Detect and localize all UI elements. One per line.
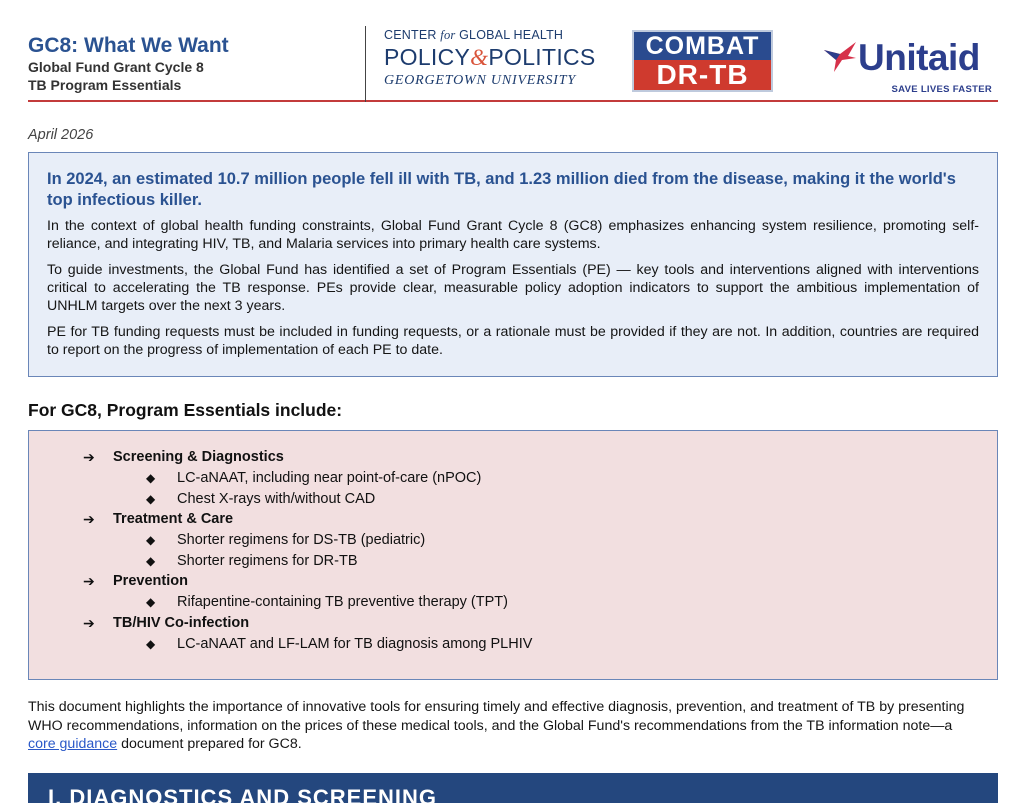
header-divider: [365, 26, 366, 102]
intro-paragraph: In the context of global health funding constraints, Global Fund Grant Cycle 8 (GC8) emphasizes enhancing system resilience, promoting self-reliance, and integrating HIV, TB, and Malaria services into primary health care systems.: [47, 218, 979, 252]
pe-item: [83, 634, 997, 655]
pe-item: [83, 592, 997, 613]
pe-category-label: Prevention: [113, 573, 188, 589]
intro-paragraph: PE for TB funding requests must be included in funding requests, or a rationale must be provided if they are not. In addition, countries are required to report on the progress of implementation of each PE to date.: [47, 324, 979, 358]
intro-paragraph: To guide investments, the Global Fund has identified a set of Program Essentials (PE) — key tools and interventions aligned with interventions critical to accelerating the TB response. PEs provide clear, measurable policy adoption indicators to support the ambitious implementation of UNHLM targets over the next 3 years.: [47, 262, 979, 314]
diamond-bullet-icon: ◆: [146, 553, 156, 568]
pe-category: [83, 571, 997, 592]
intro-box: [28, 152, 998, 377]
pe-item-label: LC-aNAAT, including near point-of-care (nPOC): [177, 470, 482, 486]
unitaid-tagline: SAVE LIVES FASTER: [891, 84, 992, 95]
combat-drtb-logo: [632, 30, 773, 92]
diamond-bullet-icon: ◆: [146, 491, 156, 506]
arrow-right-icon: ➔: [83, 573, 95, 589]
diamond-bullet-icon: ◆: [146, 533, 156, 547]
unitaid-name: Unitaid: [858, 37, 980, 78]
pe-item: [83, 489, 997, 510]
pe-item: [83, 551, 997, 572]
summary-text-before: This document highlights the importance of innovative tools for ensuring timely and effective diagnosis, prevention, and treatment of TB by presenting WHO recommendations, information on the prices of these medical tools, and the Global Fund's recommendations from the TB information note—a: [28, 699, 965, 734]
combat-logo-top: COMBAT: [634, 32, 771, 60]
diamond-bullet-icon: ◆: [146, 636, 156, 651]
document-subtitle-cycle: Global Fund Grant Cycle 8: [28, 59, 204, 75]
section-header-label: I. DIAGNOSTICS AND SCREENING: [48, 785, 437, 810]
pe-category: [83, 447, 997, 468]
combat-logo-bottom: DR-TB: [634, 60, 771, 90]
section-header-bar: [28, 773, 998, 810]
pe-item-label: Chest X-rays with/without CAD: [177, 490, 376, 507]
diamond-bullet-icon: ◆: [146, 595, 156, 609]
arrow-right-icon: ➔: [83, 614, 95, 631]
pe-item: [83, 468, 997, 489]
title-block: [28, 34, 229, 94]
document-title: GC8: What We Want: [28, 34, 229, 57]
pe-item-label: Rifapentine-containing TB preventive therapy (TPT): [177, 594, 508, 610]
core-guidance-link[interactable]: core guidance: [28, 736, 118, 752]
arrow-right-icon: ➔: [83, 511, 95, 527]
document-header: [28, 24, 998, 102]
arrow-right-icon: ➔: [83, 449, 95, 465]
program-essentials-box: [28, 430, 998, 680]
pe-item-label: Shorter regimens for DR-TB: [177, 552, 358, 569]
document-subtitle-topic: TB Program Essentials: [28, 77, 182, 93]
ghpp-logo-line1: CENTER for GLOBAL HEALTH: [384, 28, 564, 42]
document-date: April 2026: [28, 127, 94, 143]
pe-category-label: Screening & Diagnostics: [113, 449, 284, 465]
unitaid-logo: [822, 38, 998, 98]
pe-category-label: TB/HIV Co-infection: [113, 614, 250, 631]
summary-text-after: document prepared for GC8.: [117, 736, 302, 752]
ghpp-logo: [384, 28, 604, 89]
program-essentials-heading: For GC8, Program Essentials include:: [28, 400, 343, 420]
pe-item: [83, 530, 997, 551]
pe-item-label: Shorter regimens for DS-TB (pediatric): [177, 532, 426, 548]
pe-category: [83, 613, 997, 634]
diamond-bullet-icon: ◆: [146, 471, 156, 485]
pe-category-label: Treatment & Care: [113, 511, 234, 527]
pe-item-label: LC-aNAAT and LF-LAM for TB diagnosis among PLHIV: [177, 635, 533, 652]
pe-category: [83, 509, 997, 530]
summary-paragraph: [28, 698, 973, 754]
ghpp-logo-line3: GEORGETOWN UNIVERSITY: [384, 73, 576, 88]
unitaid-bird-icon: [822, 40, 858, 74]
intro-headline: In 2024, an estimated 10.7 million people fell ill with TB, and 1.23 million died from the disease, making it the world's top infectious killer.: [47, 170, 956, 209]
ghpp-logo-line2: POLICY&POLITICS: [384, 44, 596, 70]
